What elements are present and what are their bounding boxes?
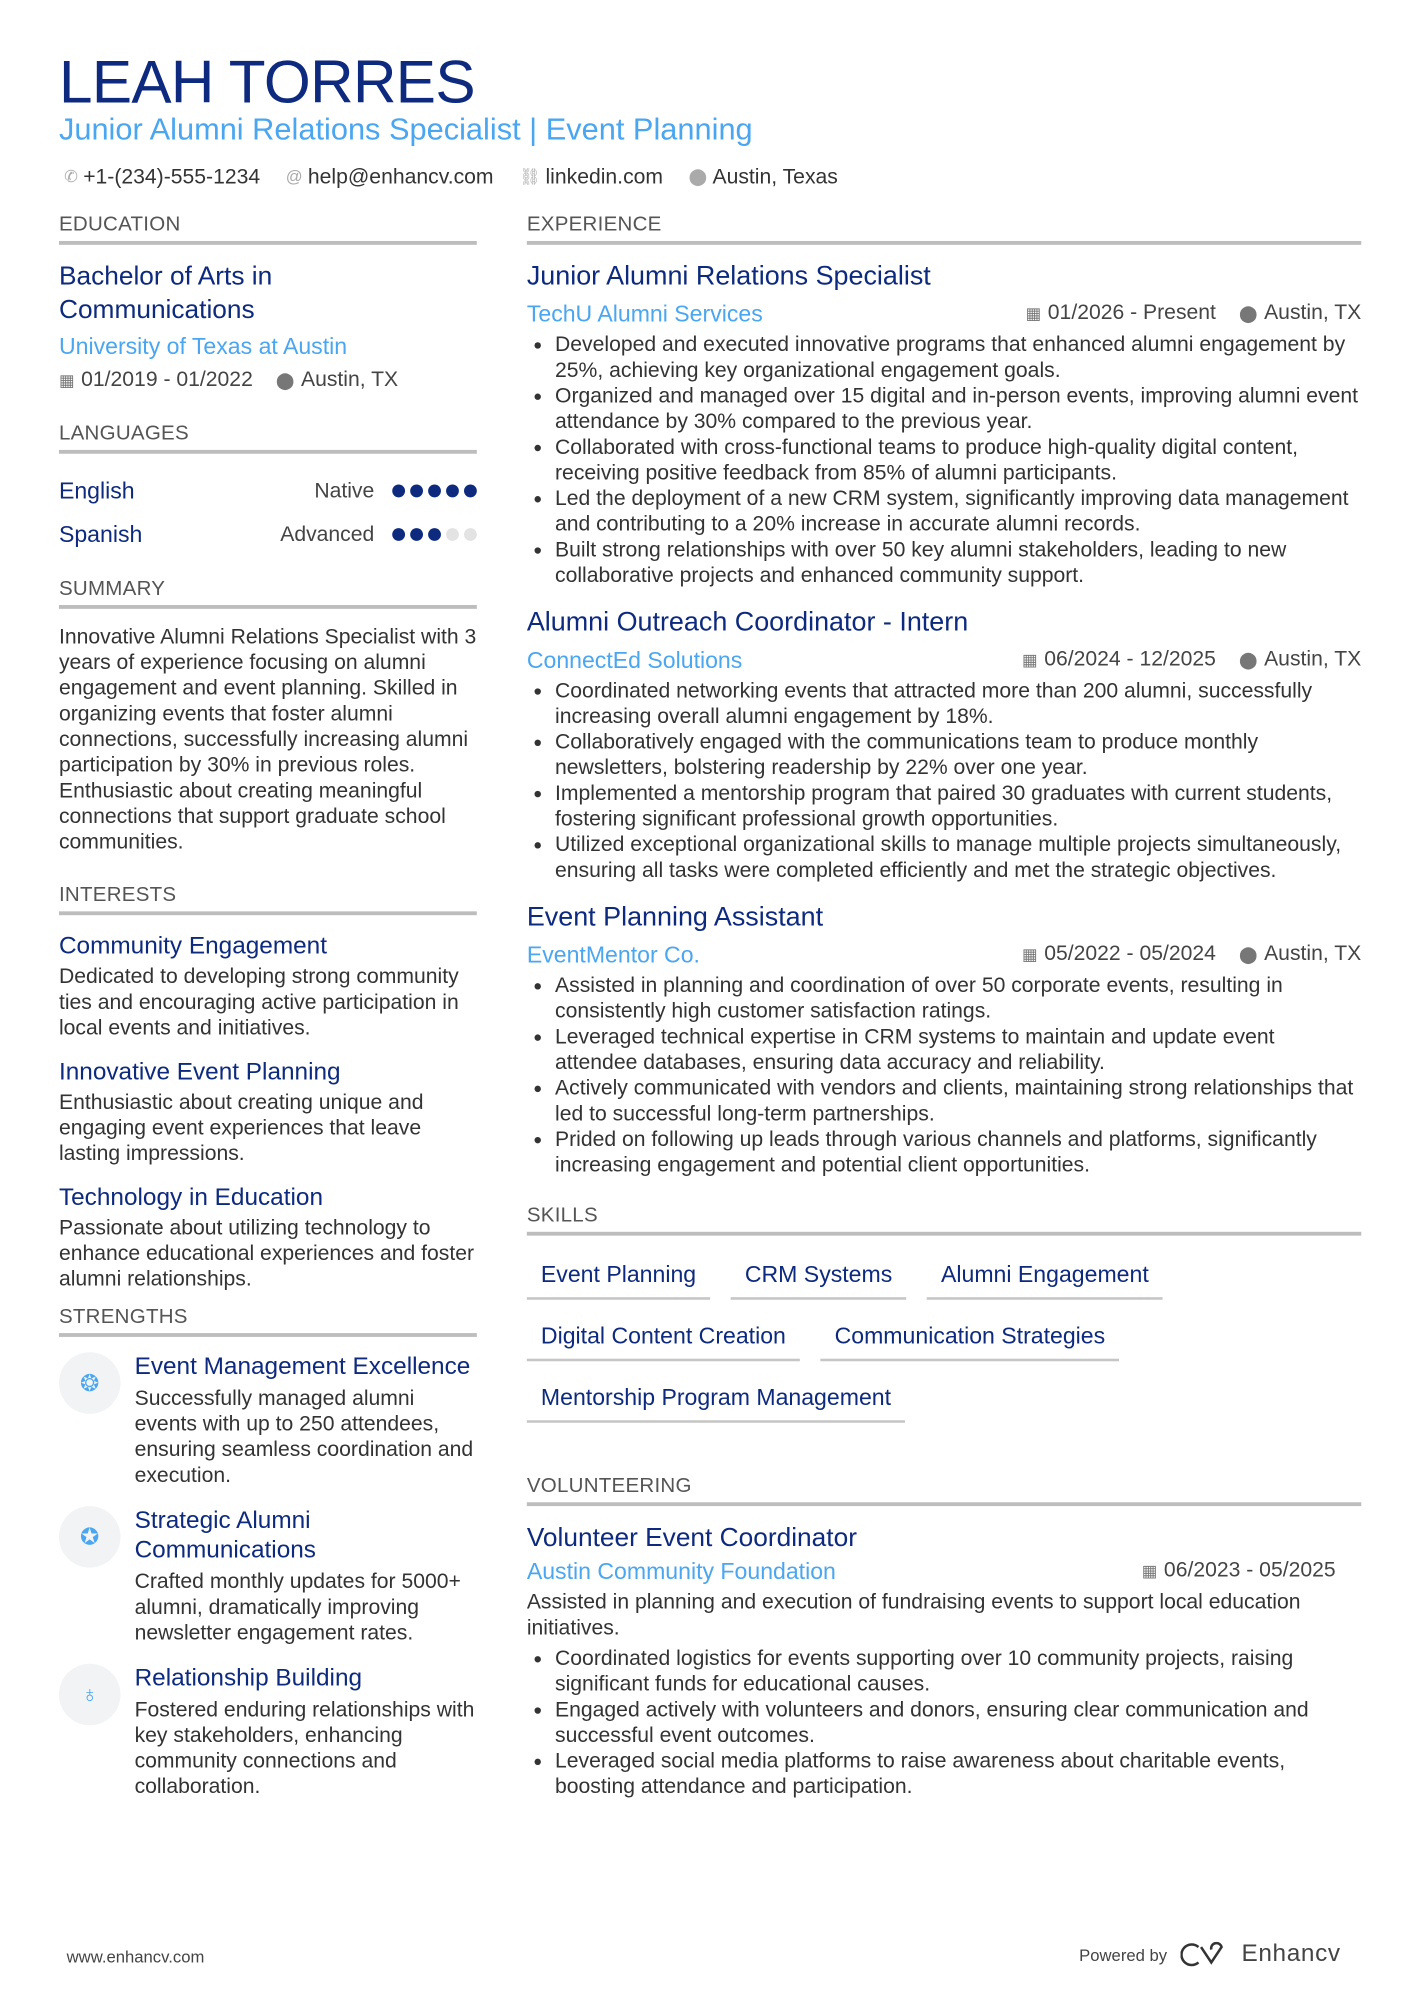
summary-section [59,577,477,855]
interest-title: Community Engagement [58,933,327,961]
section-heading: VOLUNTEERING [527,1474,1361,1506]
school-name: University of Texas at Austin [58,333,348,359]
job-dates: 01/2026 - Present [1047,301,1216,325]
right-column [527,213,1361,1800]
location-icon: ⬤ [688,166,708,186]
volunteer-org: Austin Community Foundation [526,1558,836,1584]
job-title: Junior Alumni Relations Specialist [526,261,931,291]
job-dates: 06/2024 - 12/2025 [1044,647,1216,671]
section-heading: SKILLS [527,1204,1361,1236]
calendar-icon: ▦ [1025,303,1042,324]
language-row [59,469,477,513]
language-list [59,469,477,556]
volunteer-dates: 06/2023 - 05/2025 [1163,1558,1336,1582]
skill-list [527,1251,1361,1423]
strength-title: Event Management Excellence [134,1353,471,1381]
strength-description: Successfully managed alumni events with up to 250 attendees, ensuring seamless coordination and execution. [134,1386,474,1487]
rating-dot [410,485,423,498]
bullet-item: • Coordinated networking events that attracted more than 200 alumni, successfully increasing overall alumni engagement by 18%. [555,678,1361,729]
interest-description: Passionate about utilizing technology to enhance educational experiences and foster alumni relationships. [58,1216,475,1291]
rating-dot [428,485,441,498]
bullet-item: • Developed and executed innovative programs that enhanced alumni engagement by 25%, achieving key organizational engagement goals. [555,332,1361,383]
section-heading: EDUCATION [59,213,477,245]
job-location-wrap [1239,938,1361,970]
strength-list [59,1352,477,1799]
job-location-wrap [1239,297,1361,329]
job-bullets [527,973,1361,1178]
candidate-title: Junior Alumni Relations Specialist | Event Planning [58,112,753,148]
job-title: Event Planning Assistant [526,902,824,932]
job-meta [1026,297,1362,329]
footer-branding [1079,1941,1341,1969]
education-meta [59,364,477,396]
volunteer-description: Assisted in planning and execution of fundraising events to support local education initiatives. [526,1590,1301,1640]
volunteer-role: Volunteer Event Coordinator [526,1522,857,1553]
skill-tag: Communication Strategies [820,1313,1119,1362]
job-entry [527,901,1361,1178]
contact-text: help@enhancv.com [307,165,494,189]
strength-title: Relationship Building [134,1665,363,1692]
rating-dot [446,528,459,541]
contact-item[interactable] [519,164,663,190]
rating-dot [410,528,423,541]
rating-dot [464,528,477,541]
job-location: Austin, TX [1264,301,1362,325]
footer-website[interactable]: www.enhancv.com [66,1947,205,1967]
calendar-icon: ▦ [1141,1561,1158,1581]
interest-description: Dedicated to developing strong community ties and encouraging active participation in local events and initiatives. [58,965,459,1040]
calendar-icon: ▦ [58,370,75,390]
bullet-item: • Leveraged technical expertise in CRM systems to maintain and update event attendee databases, ensuring data accuracy and reliability. [555,1024,1361,1075]
languages-section [59,422,477,557]
bullet-item: • Utilized exceptional organizational skills to manage multiple projects simultaneously, ensuring all tasks were completed efficiently and met the strategic objectives. [555,832,1361,883]
job-meta [1022,643,1361,675]
rating-dot [392,485,405,498]
at-icon: @ [285,166,303,186]
strength-content [135,1352,477,1488]
bullet-item: • Collaboratively engaged with the communications team to produce monthly newsletters, bolstering readership by 22% over one year. [555,729,1361,780]
bullet-item: • Engaged actively with volunteers and donors, ensuring clear communication and successful event outcomes. [555,1697,1361,1748]
volunteer-head [527,1555,1361,1587]
bullet-item: • Prided on following up leads through various channels and platforms, significantly increasing engagement and potential client opportunities. [555,1127,1361,1178]
bullet-item: • Implemented a mentorship program that paired 30 graduates with current students, fostering significant professional growth opportunities. [555,781,1361,832]
degree-title: Bachelor of Arts in Communications [58,261,273,325]
bullet-item: • Collaborated with cross-functional teams to produce high-quality digital content, receiving positive feedback from 85% of alumni participants. [555,435,1361,486]
lightbulb-icon: ♁ [59,1664,121,1726]
calendar-icon: ▦ [1022,649,1038,670]
award-icon: ✪ [59,1506,121,1568]
job-dates-wrap [1022,938,1216,970]
language-level: Native [314,478,375,502]
location-icon: ⬤ [1238,944,1258,964]
job-location-wrap [1239,643,1361,675]
interests-section [59,883,477,1292]
job-location: Austin, TX [1264,942,1362,966]
rating-dot [464,485,477,498]
contact-item[interactable] [286,164,494,190]
contact-item[interactable] [689,164,838,190]
phone-icon: ✆ [64,166,79,186]
strength-content [135,1506,477,1646]
candidate-name: LEAH TORRES [58,47,475,116]
contact-item [64,164,260,190]
skill-tag: Alumni Engagement [927,1251,1163,1300]
rating-dot [428,528,441,541]
brand-name: Enhancv [1241,1940,1341,1968]
section-heading: SUMMARY [59,577,477,609]
strength-description: Crafted monthly updates for 5000+ alumni, dramatically improving newsletter engagement rates. [134,1570,461,1645]
interest-description: Enthusiastic about creating unique and engaging event experiences that leave lasting impressions. [58,1090,424,1166]
rating-dot [446,485,459,498]
education-location: Austin, TX [300,367,399,391]
education-section [59,213,477,396]
interest-title: Innovative Event Planning [58,1058,341,1086]
strength-title: Strategic Alumni Communications [134,1507,316,1564]
enhancv-logo-icon [1180,1942,1229,1968]
job-entry [527,606,1361,883]
job-dates-wrap [1022,643,1216,675]
job-list [527,260,1361,1178]
job-head [527,643,1361,675]
location-icon: ⬤ [1238,649,1258,670]
location-icon: ⬤ [275,370,295,390]
job-dates: 05/2022 - 05/2024 [1044,942,1216,966]
contact-text: +1-(234)-555-1234 [83,165,261,189]
left-column [59,213,477,1818]
interest-title: Technology in Education [58,1184,323,1212]
job-entry [527,260,1361,588]
contact-text: linkedin.com [545,165,664,189]
rating-dot [392,528,405,541]
skill-tag: Digital Content Creation [527,1313,800,1362]
bullet-item: • Actively communicated with vendors and clients, maintaining strong relationships that led to successful long-term partnerships. [555,1075,1361,1126]
company-name: ConnectEd Solutions [526,646,743,673]
strength-item [59,1352,477,1488]
interest-item [59,1056,477,1166]
bullet-item: • Built strong relationships with over 50 key alumni stakeholders, leading to new collaborative projects and enhanced community support. [555,537,1361,588]
contact-text: Austin, Texas [712,165,838,189]
section-heading: EXPERIENCE [527,213,1361,245]
section-heading: STRENGTHS [59,1305,477,1337]
language-rating [392,485,477,498]
job-head [527,938,1361,970]
interest-list [59,931,477,1292]
skill-tag: CRM Systems [731,1251,907,1300]
job-dates-wrap [1026,297,1216,329]
volunteering-section [527,1474,1361,1800]
experience-section [527,213,1361,1178]
education-dates: 01/2019 - 01/2022 [81,367,253,391]
job-bullets [527,332,1361,588]
bullet-item: • Leveraged social media platforms to raise awareness about charitable events, boosting attendance and participation. [555,1748,1361,1799]
link-icon: ⛓ [519,166,541,186]
strength-content [135,1664,477,1800]
section-heading: INTERESTS [59,883,477,915]
skills-section [527,1204,1361,1423]
bullet-item: • Coordinated logistics for events supporting over 10 community projects, raising significant funds for educational causes. [555,1646,1361,1697]
company-name: EventMentor Co. [526,941,700,968]
strength-item [59,1664,477,1800]
summary-text: Innovative Alumni Relations Specialist with 3 years of experience focusing on alumni engagement and event planning. Skilled in organizing events that foster alumni connections, successfully increasing alumni participation by 30% in previous roles. Enthusiastic about creating meaningful connections that support graduate school communities. [58,625,477,854]
strength-description: Fostered enduring relationships with key stakeholders, enhancing community connections and collaboration. [134,1698,475,1799]
powered-by-label: Powered by [1079,1945,1168,1965]
job-title: Alumni Outreach Coordinator - Intern [526,607,969,638]
language-rating [392,528,477,541]
volunteer-bullets [527,1646,1361,1800]
bullet-item: • Assisted in planning and coordination of over 50 corporate events, resulting in consistently high customer satisfaction ratings. [555,973,1361,1024]
language-row [59,513,477,557]
interest-item [59,931,477,1041]
bullet-item: • Organized and managed over 15 digital and in-person events, improving alumni event attendance by 30% compared to the previous year. [555,383,1361,434]
language-name: Spanish [58,521,143,547]
job-location: Austin, TX [1264,647,1362,671]
strengths-section [59,1305,477,1800]
job-head [527,297,1361,329]
brain-icon: ❂ [59,1352,121,1414]
bullet-item: • Led the deployment of a new CRM system, significantly improving data management and contributing to a 20% increase in accurate alumni records. [555,486,1361,537]
language-name: English [58,477,135,504]
section-heading: LANGUAGES [59,422,477,454]
strength-item [59,1506,477,1646]
company-name: TechU Alumni Services [526,300,763,327]
location-icon: ⬤ [1238,303,1258,324]
language-level: Advanced [280,522,375,546]
job-meta [1022,938,1361,970]
calendar-icon: ▦ [1022,944,1038,964]
contact-bar [64,164,838,190]
job-bullets [527,678,1361,883]
skill-tag: Event Planning [527,1251,710,1300]
interest-item [59,1182,477,1292]
skill-tag: Mentorship Program Management [527,1374,905,1423]
